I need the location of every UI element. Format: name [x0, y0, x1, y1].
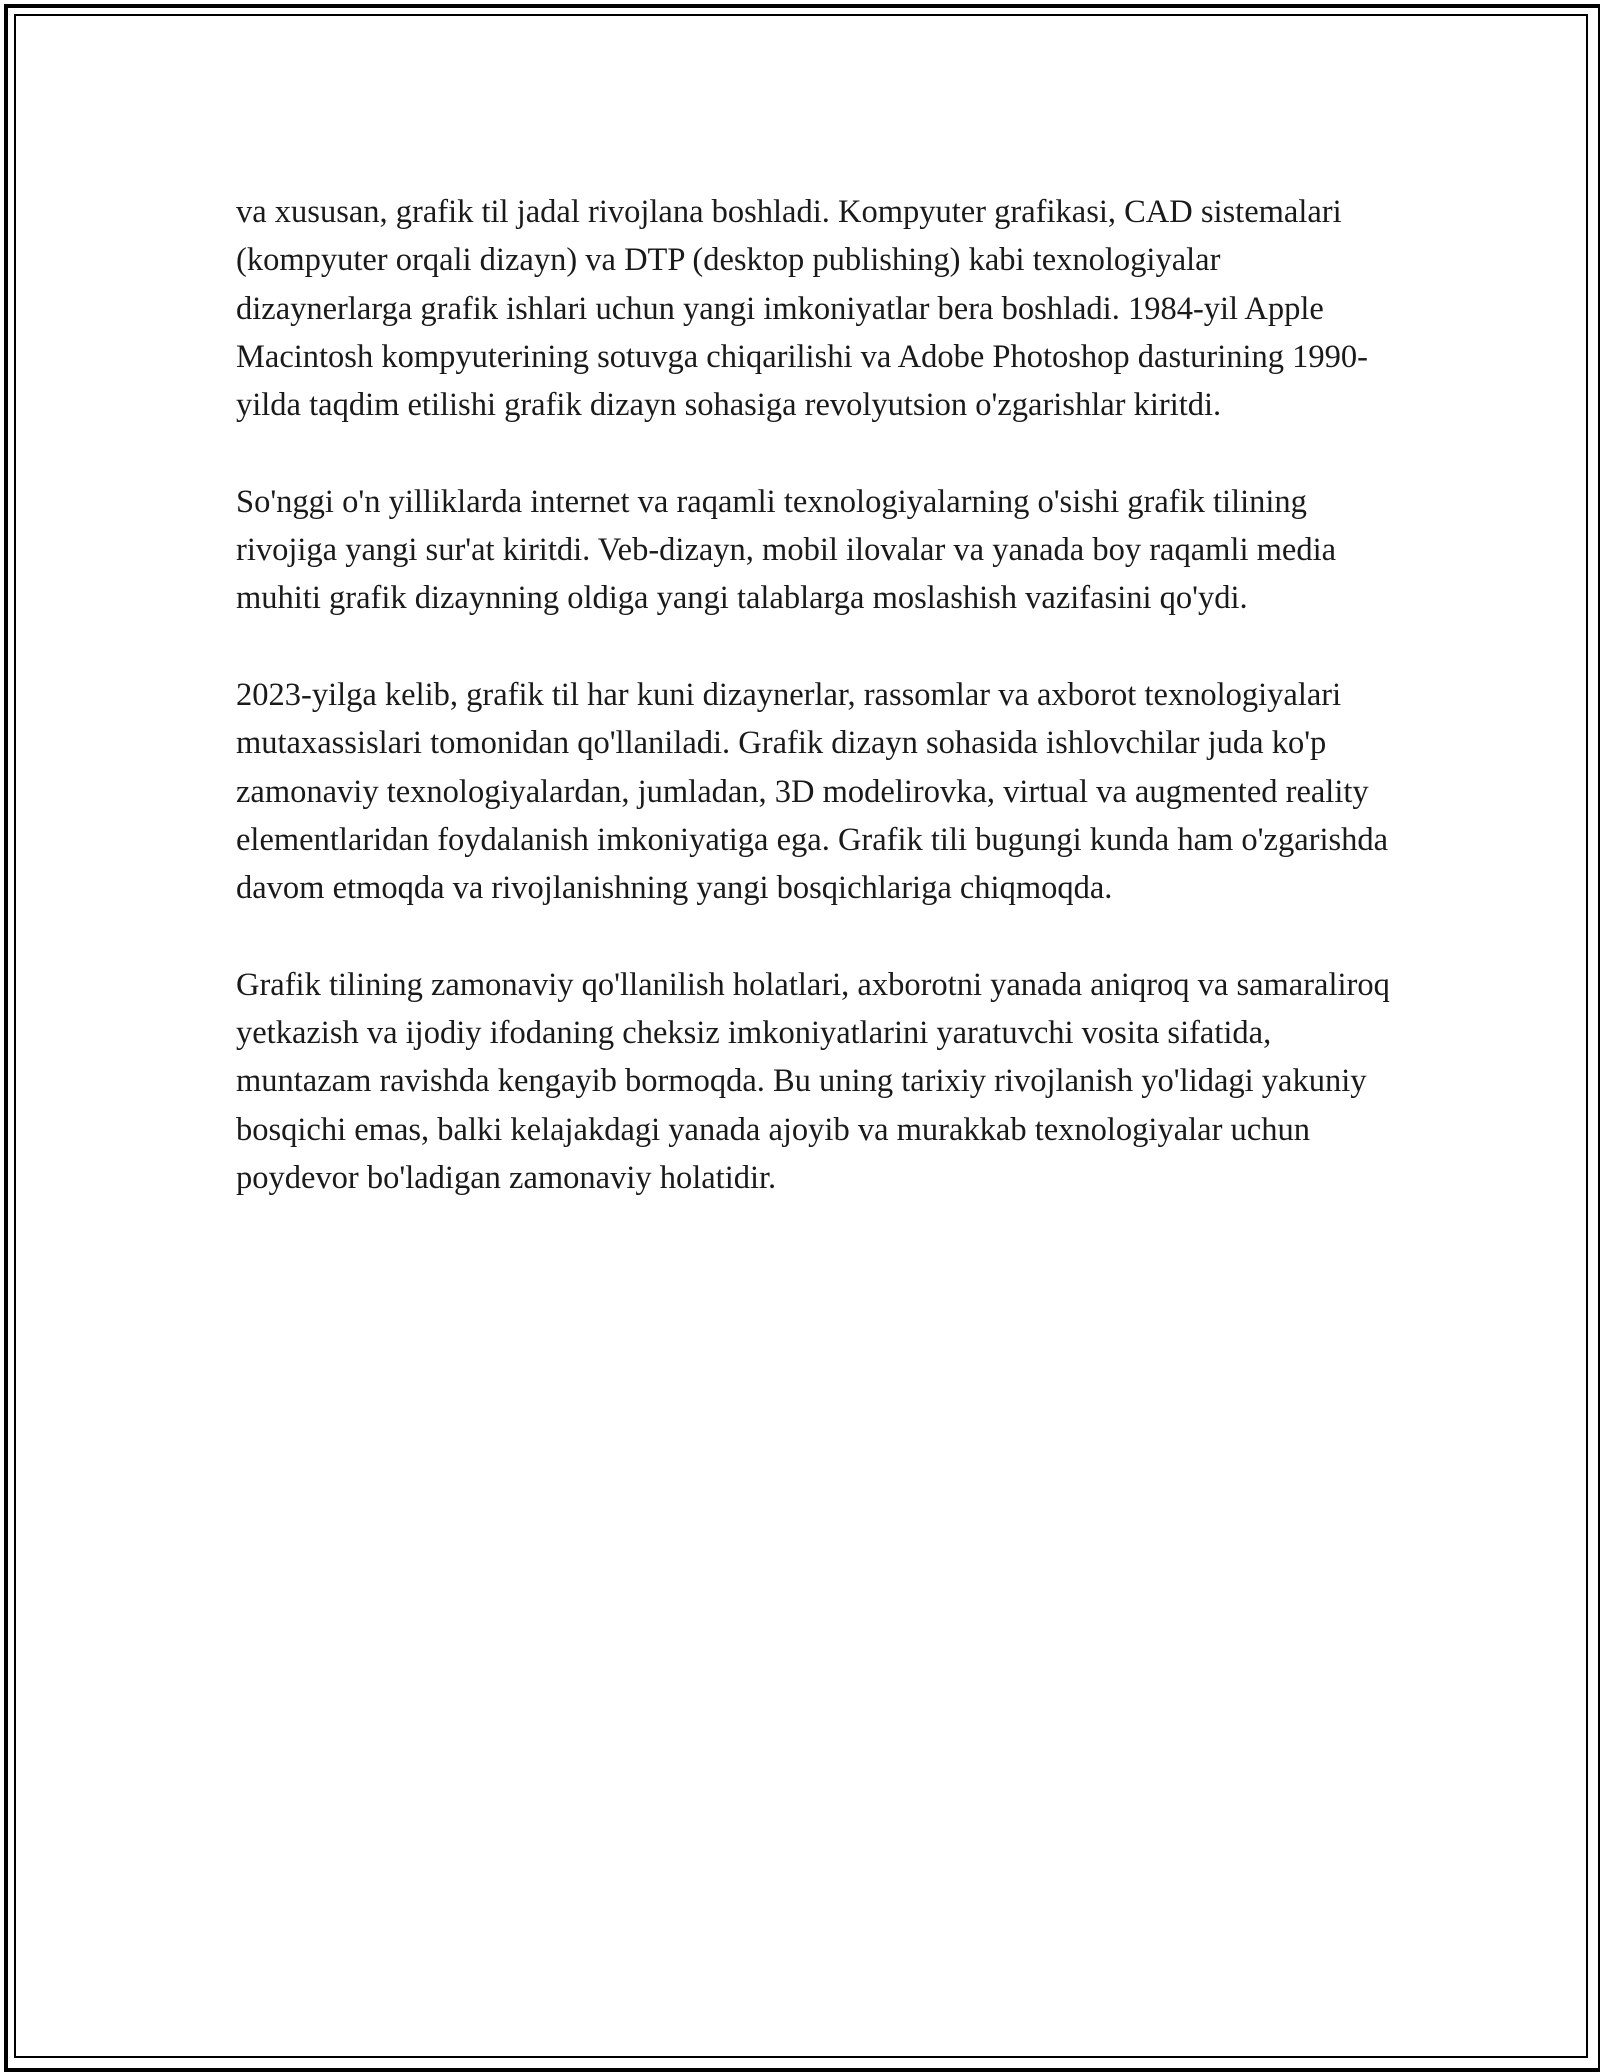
paragraph: So'nggi o'n yilliklarda internet va raqamli texnologiyalarning o'sishi grafik tilining rivojiga yangi sur'at kiritdi. Veb-dizayn, mobil ilovalar va yanada boy raqamli media muhiti grafik dizaynning oldiga yangi talablarga moslashish vazifasini qo'ydi.: [236, 483, 1337, 617]
paragraph: 2023-yilga kelib, grafik til har kuni dizaynerlar, rassomlar va axborot texnologiyalari mutaxassislari tomonidan qo'llaniladi. Grafik dizayn sohasida ishlovchilar juda ko'p zamonaviy texnologiyalardan, jumladan, 3D modelirovka, virtual va augmented reality elementlaridan foydalanish imkoniyatiga ega. Grafik tili bugungi kunda ham o'zgarishda davom etmoqda va rivojlanishning yangi bosqichlariga chiqmoqda.: [236, 676, 1389, 907]
paragraph: Grafik tilining zamonaviy qo'llanilish holatlari, axborotni yanada aniqroq va samaraliroq yetkazish va ijodiy ifodaning cheksiz imkoniyatlarini yaratuvchi vosita sifatida, muntazam ravishda kengayib bormoqda. Bu uning tarixiy rivojlanish yo'lidagi yakuniy bosqichi emas, balki kelajakdagi yanada ajoyib va murakkab texnologiyalar uchun poydevor bo'ladigan zamonaviy holatidir.: [236, 966, 1390, 1196]
document-body: [236, 188, 1396, 1202]
paragraph: va xususan, grafik til jadal rivojlana boshladi. Kompyuter grafikasi, CAD sistemalari (kompyuter orqali dizayn) va DTP (desktop publishing) kabi texnologiyalar dizaynerlarga grafik ishlari uchun yangi imkoniyatlar bera boshladi. 1984-yil Apple Macintosh kompyuterining sotuvga chiqarilishi va Adobe Photoshop dasturining 1990-yilda taqdim etilishi grafik dizayn sohasiga revolyutsion o'zgarishlar kiritdi.: [236, 194, 1368, 424]
